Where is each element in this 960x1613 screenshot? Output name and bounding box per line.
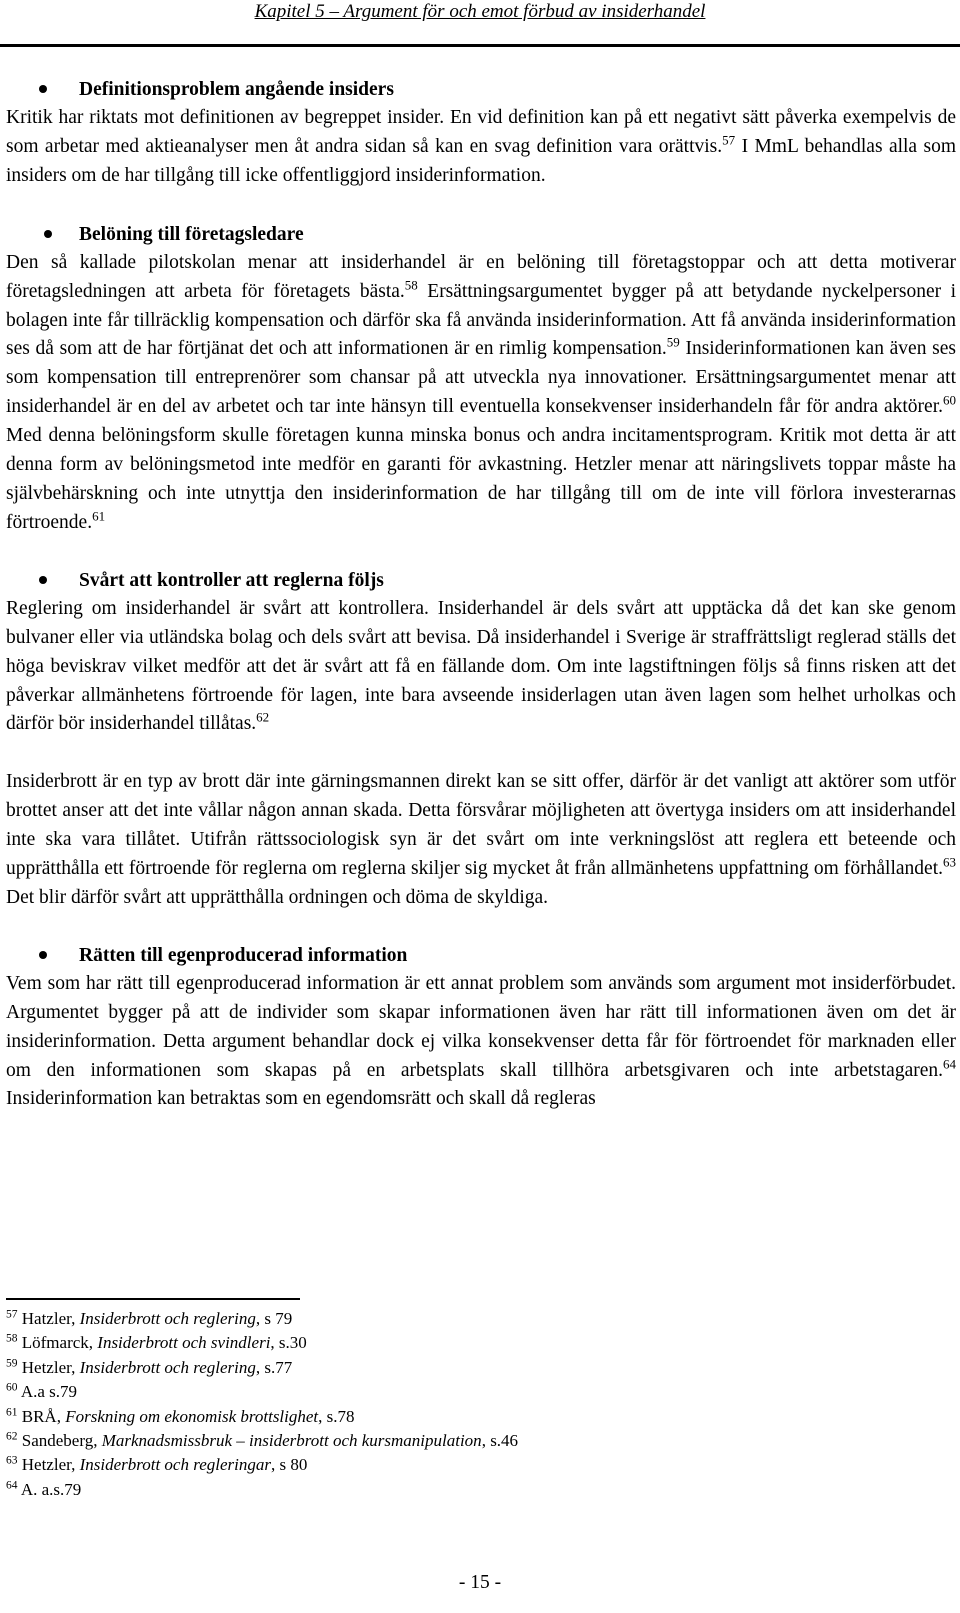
- footnote-item: [6, 1453, 906, 1477]
- page-number: - 15 -: [458, 1572, 502, 1593]
- bullet-icon: [39, 951, 47, 959]
- footnote-text: BRÅ,: [21, 1406, 66, 1426]
- bullet-icon: [39, 85, 47, 93]
- footnote-item: [6, 1331, 906, 1355]
- footnote-text: Löfmarck,: [21, 1333, 98, 1353]
- footnote-title: Insiderbrott och svindleri: [97, 1333, 271, 1353]
- paragraph-text: Den så kallade pilotskolan menar att insiderhandel är en belöning till företagstoppar och att detta motiverar företagsledningen att arbeta för företagets bästa.: [6, 251, 956, 302]
- footnote-text: A. a.s.79: [20, 1479, 82, 1499]
- footnote-ref: 57: [722, 132, 736, 148]
- footnote-item: [6, 1307, 906, 1331]
- footnote-item: [6, 1429, 906, 1453]
- footnote-ref: 64: [943, 1056, 956, 1072]
- section-kontroll: [6, 567, 956, 913]
- chapter-title: Kapitel 5 – Argument för och emot förbud av insiderhandel: [254, 1, 706, 22]
- footnote-text: , s.46: [481, 1431, 519, 1451]
- running-header: [0, 0, 960, 32]
- bullet-icon: [39, 576, 47, 584]
- footnotes: [6, 1307, 906, 1502]
- page-body: [6, 76, 956, 1114]
- footnote-number: 61: [6, 1405, 18, 1418]
- header-divider: [0, 44, 960, 47]
- footnote-item: [6, 1478, 906, 1502]
- section-heading-row: [6, 567, 956, 595]
- section-heading-row: [6, 942, 956, 970]
- section-beloning: [6, 221, 956, 538]
- section-definitionsproblem: [6, 76, 956, 191]
- footnote-text: , s.78: [318, 1406, 355, 1426]
- paragraph-text: Reglering om insiderhandel är svårt att kontrollera. Insiderhandel är dels svårt att upptäcka då det kan ske genom bulvaner eller via utländska bolag och dels svårt att bevisa. Då insiderhandel i Sverige är straffrättsligt reglerad ställs det höga beviskrav vilket medför att det är svårt att få en fällande dom. Om inte lagstiftningen följs så finns risken att det påverkar allmänhetens förtroende för lagen, inte bara avseende insiderlagen utan även lagen som helhet urholkas och därför bör insiderhandel tillåtas.: [6, 597, 956, 735]
- footnote-text: Sandeberg,: [21, 1431, 102, 1451]
- footnote-text: , s.77: [255, 1357, 293, 1377]
- paragraph-text: Det blir därför svårt att upprätthålla ordningen och döma de skyldiga.: [6, 886, 549, 908]
- footnote-title: Insiderbrott och reglering: [79, 1357, 256, 1377]
- footnote-text: Hetzler,: [21, 1357, 80, 1377]
- section-heading: Rätten till egenproducerad information: [79, 944, 408, 966]
- footnote-title: Marknadsmissbruk – insiderbrott och kursmanipulation: [101, 1431, 482, 1451]
- paragraph-text: Insiderbrott är en typ av brott där inte gärningsmannen direkt kan se sitt offer, därför är det vanligt att aktörer som utför brottet anser att det inte vållar någon annan skada. Detta försvårar möjligheten att övertyga insiders om att insiderhandel inte ska vara tillåtet. Utifrån rättssociologisk syn är det svårt om inte verkningslöst att reglera ett beteende och upprätthålla ett förtroende för reglerna om reglerna skiljer sig mycket åt från allmänhetens uppfattning om förhållandet.: [6, 771, 956, 880]
- section-heading-row: [6, 221, 956, 249]
- footnote-item: [6, 1380, 906, 1404]
- footnote-title: Insiderbrott och reglering: [79, 1309, 256, 1328]
- footnote-text: , s.30: [270, 1333, 307, 1353]
- footnote-number: 63: [6, 1454, 18, 1467]
- footnote-ref: 61: [92, 508, 106, 524]
- footnote-text: Hatzler,: [21, 1309, 80, 1328]
- paragraph-text: Ersättningsargumentet bygger på att betydande nyckelpersoner i bolagen inte får tillräcklig kompensation och därför ska få använda insiderinformation. Att få använda insiderinformation ses då som att de har förtjänat det och att informationen är en rimlig kompensation.: [6, 280, 956, 360]
- section-paragraph: [6, 970, 956, 1115]
- footnote-text: , s 79: [255, 1309, 293, 1328]
- footnote-title: Forskning om ekonomisk brottslighet: [65, 1406, 319, 1426]
- footnote-divider: [6, 1298, 300, 1300]
- footnote-text: , s 80: [271, 1455, 308, 1475]
- section-paragraph: [6, 104, 956, 191]
- footnote-number: 64: [6, 1479, 18, 1492]
- paragraph-text: Insiderinformationen kan även ses som kompensation till entreprenörer som chansar på att utveckla nya innovationer. Ersättningsargumentet menar att insiderhandel är en del av arbetet och tar inte hänsyn till eventuella konsekvenser insiderhandeln får för andra aktörer.: [6, 338, 956, 418]
- paragraph-text: Kritik har riktats mot definitionen av begreppet insider. En vid definition kan på ett negativt sätt påverka exempelvis de som arbetar med aktieanalyser men åt andra sidan så kan en svag definition vara orättvis.: [6, 107, 956, 157]
- section-heading: Belöning till företagsledare: [79, 223, 304, 245]
- paragraph-text: Med denna belöningsform skulle företagen kunna minska bonus och andra incitamentsprogram. Kritik mot detta är att denna form av belöningsmetod inte medför en garanti för avkastning. Hetzler menar att näringslivets toppar måste ha självbehärskning och inte utnyttja den insiderinformation de har tillgång till om de inte vill förlora investerarnas förtroende.: [6, 425, 956, 533]
- paragraph-text: I MmL behandlas alla som insiders om de har tillgång till icke offentliggjord insiderinformation.: [6, 135, 956, 186]
- footnote-number: 60: [6, 1381, 18, 1394]
- footnote-title: Insiderbrott och regleringar: [79, 1455, 271, 1475]
- footnote-text: Hetzler,: [21, 1455, 80, 1475]
- footnote-ref: 63: [943, 854, 956, 870]
- paragraph-text: Vem som har rätt till egenproducerad information är ett annat problem som används som argument mot insiderförbudet. Argumentet bygger på att de individer som skapar informationen även har rätt till informationen även om det är insiderinformation. Detta argument behandlar dock ej vilka konsekvenser detta får för förtroendet för marknaden eller om den informationen som skapas på en arbetsplats skall tillhöra arbetsgivaren och inte arbetstagaren.: [6, 972, 956, 1081]
- section-heading: Definitionsproblem angående insiders: [79, 79, 394, 100]
- footnote-ref: 59: [666, 334, 680, 350]
- footnote-ref: 62: [256, 709, 270, 725]
- footnote-item: [6, 1356, 906, 1380]
- footnote-ref: 58: [404, 277, 418, 293]
- section-paragraph: [6, 768, 956, 913]
- footnote-item: [6, 1405, 906, 1429]
- footnote-text: A.a s.79: [20, 1382, 78, 1402]
- section-heading-row: [6, 76, 956, 104]
- section-egenproducerad: [6, 942, 956, 1115]
- footnote-ref: 60: [943, 392, 956, 408]
- footnote-number: 59: [6, 1357, 18, 1370]
- section-heading: Svårt att kontroller att reglerna följs: [79, 569, 384, 591]
- section-paragraph: [6, 595, 956, 740]
- footnote-number: 62: [6, 1430, 18, 1443]
- section-paragraph: [6, 249, 956, 538]
- footnote-number: 57: [6, 1308, 18, 1321]
- paragraph-text: Insiderinformation kan betraktas som en egendomsrätt och skall då regleras: [6, 1088, 596, 1110]
- bullet-icon: [44, 230, 52, 238]
- footnote-number: 58: [6, 1332, 18, 1345]
